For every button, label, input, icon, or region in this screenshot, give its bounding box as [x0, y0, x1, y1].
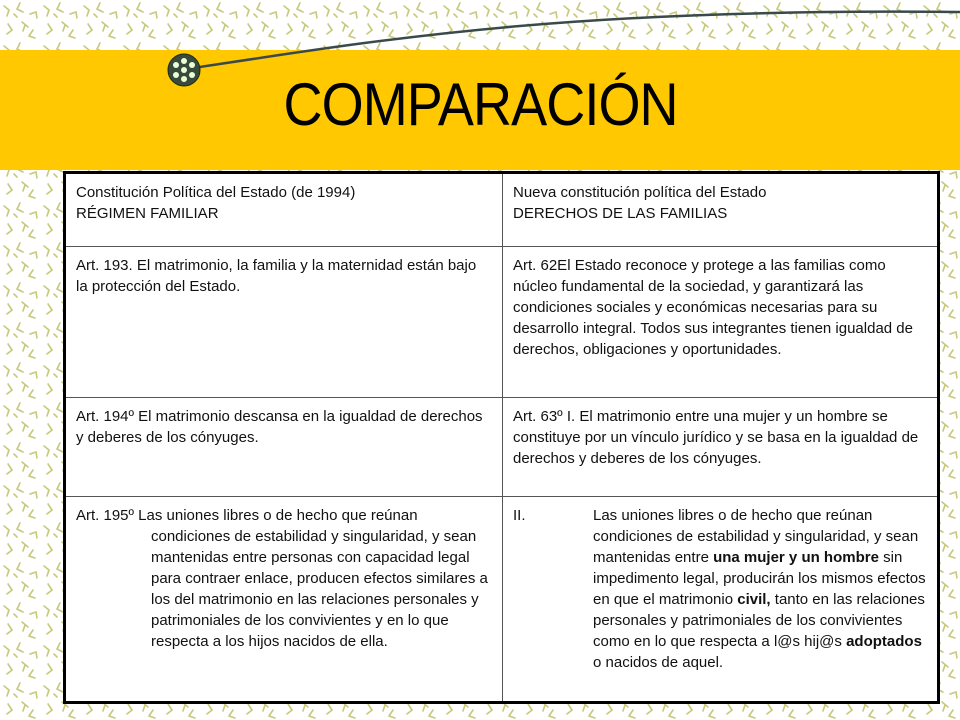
- bold-text: una mujer y un hombre: [713, 549, 879, 566]
- table-row: [65, 173, 939, 247]
- table-cell: [503, 497, 939, 703]
- table-cell: [65, 247, 503, 398]
- header-left-line2: RÉGIMEN FAMILIAR: [76, 205, 219, 222]
- bold-text: adoptados: [846, 633, 922, 650]
- table-cell: [65, 497, 503, 703]
- table-row: [65, 497, 939, 703]
- article-63-text: Art. 63º I. El matrimonio entre una mujer y un hombre se constituye por un vínculo jurídico y se basa en la igualdad de derechos y deberes de los cónyuges.: [513, 408, 919, 467]
- table-cell: [65, 398, 503, 497]
- table-row: [65, 398, 939, 497]
- table-cell: [503, 398, 939, 497]
- article-63-ii-text: [513, 505, 927, 673]
- page-title: COMPARACIÓN: [283, 71, 678, 138]
- table-cell: [65, 173, 503, 247]
- table-cell: [503, 247, 939, 398]
- table-cell: [503, 173, 939, 247]
- header-right-line2: DERECHOS DE LAS FAMILIAS: [513, 205, 728, 222]
- article-193-text: Art. 193. El matrimonio, la familia y la maternidad están bajo la protección del Estado.: [76, 257, 477, 295]
- text-part: tanto en las relaciones personales y patrimoniales de los convivientes como en lo que respecta a l@s hij@s: [593, 591, 925, 650]
- text-part: Las uniones libres o de hecho que reúnan condiciones de estabilidad y singularidad, y sean mantenidas entre: [593, 507, 919, 566]
- article-194-text: Art. 194º El matrimonio descansa en la igualdad de derechos y deberes de los cónyuges.: [76, 408, 483, 446]
- comparison-table: [63, 171, 940, 704]
- text-part: o nacidos de aquel.: [593, 654, 724, 671]
- text-part: sin impedimento legal, producirán los mismos efectos en que el matrimonio: [593, 549, 926, 608]
- article-62-text: Art. 62El Estado reconoce y protege a las familias como núcleo fundamental de la sociedad, y garantizará las condiciones sociales y económicas necesarias para su desarrollo integral. Todos sus integrantes tienen igualdad de derechos, obligaciones y oportunidades.: [513, 257, 913, 358]
- article-195-text: Art. 195º Las uniones libres o de hecho que reúnan condiciones de estabilidad y singularidad, y sean mantenidas entre personas con capacidad legal para contraer enlace, producen efectos similares a los del matrimonio en las relaciones personales y patrimoniales de los convivientes y en lo que respecta a los hijos nacidos de ella.: [76, 507, 488, 650]
- header-right-line1: Nueva constitución política del Estado: [513, 184, 767, 201]
- header-left-line1: Constitución Política del Estado (de 1994): [76, 184, 356, 201]
- table-row: [65, 247, 939, 398]
- bold-text: civil,: [737, 591, 771, 608]
- roman-numeral-ii: II.: [513, 507, 526, 524]
